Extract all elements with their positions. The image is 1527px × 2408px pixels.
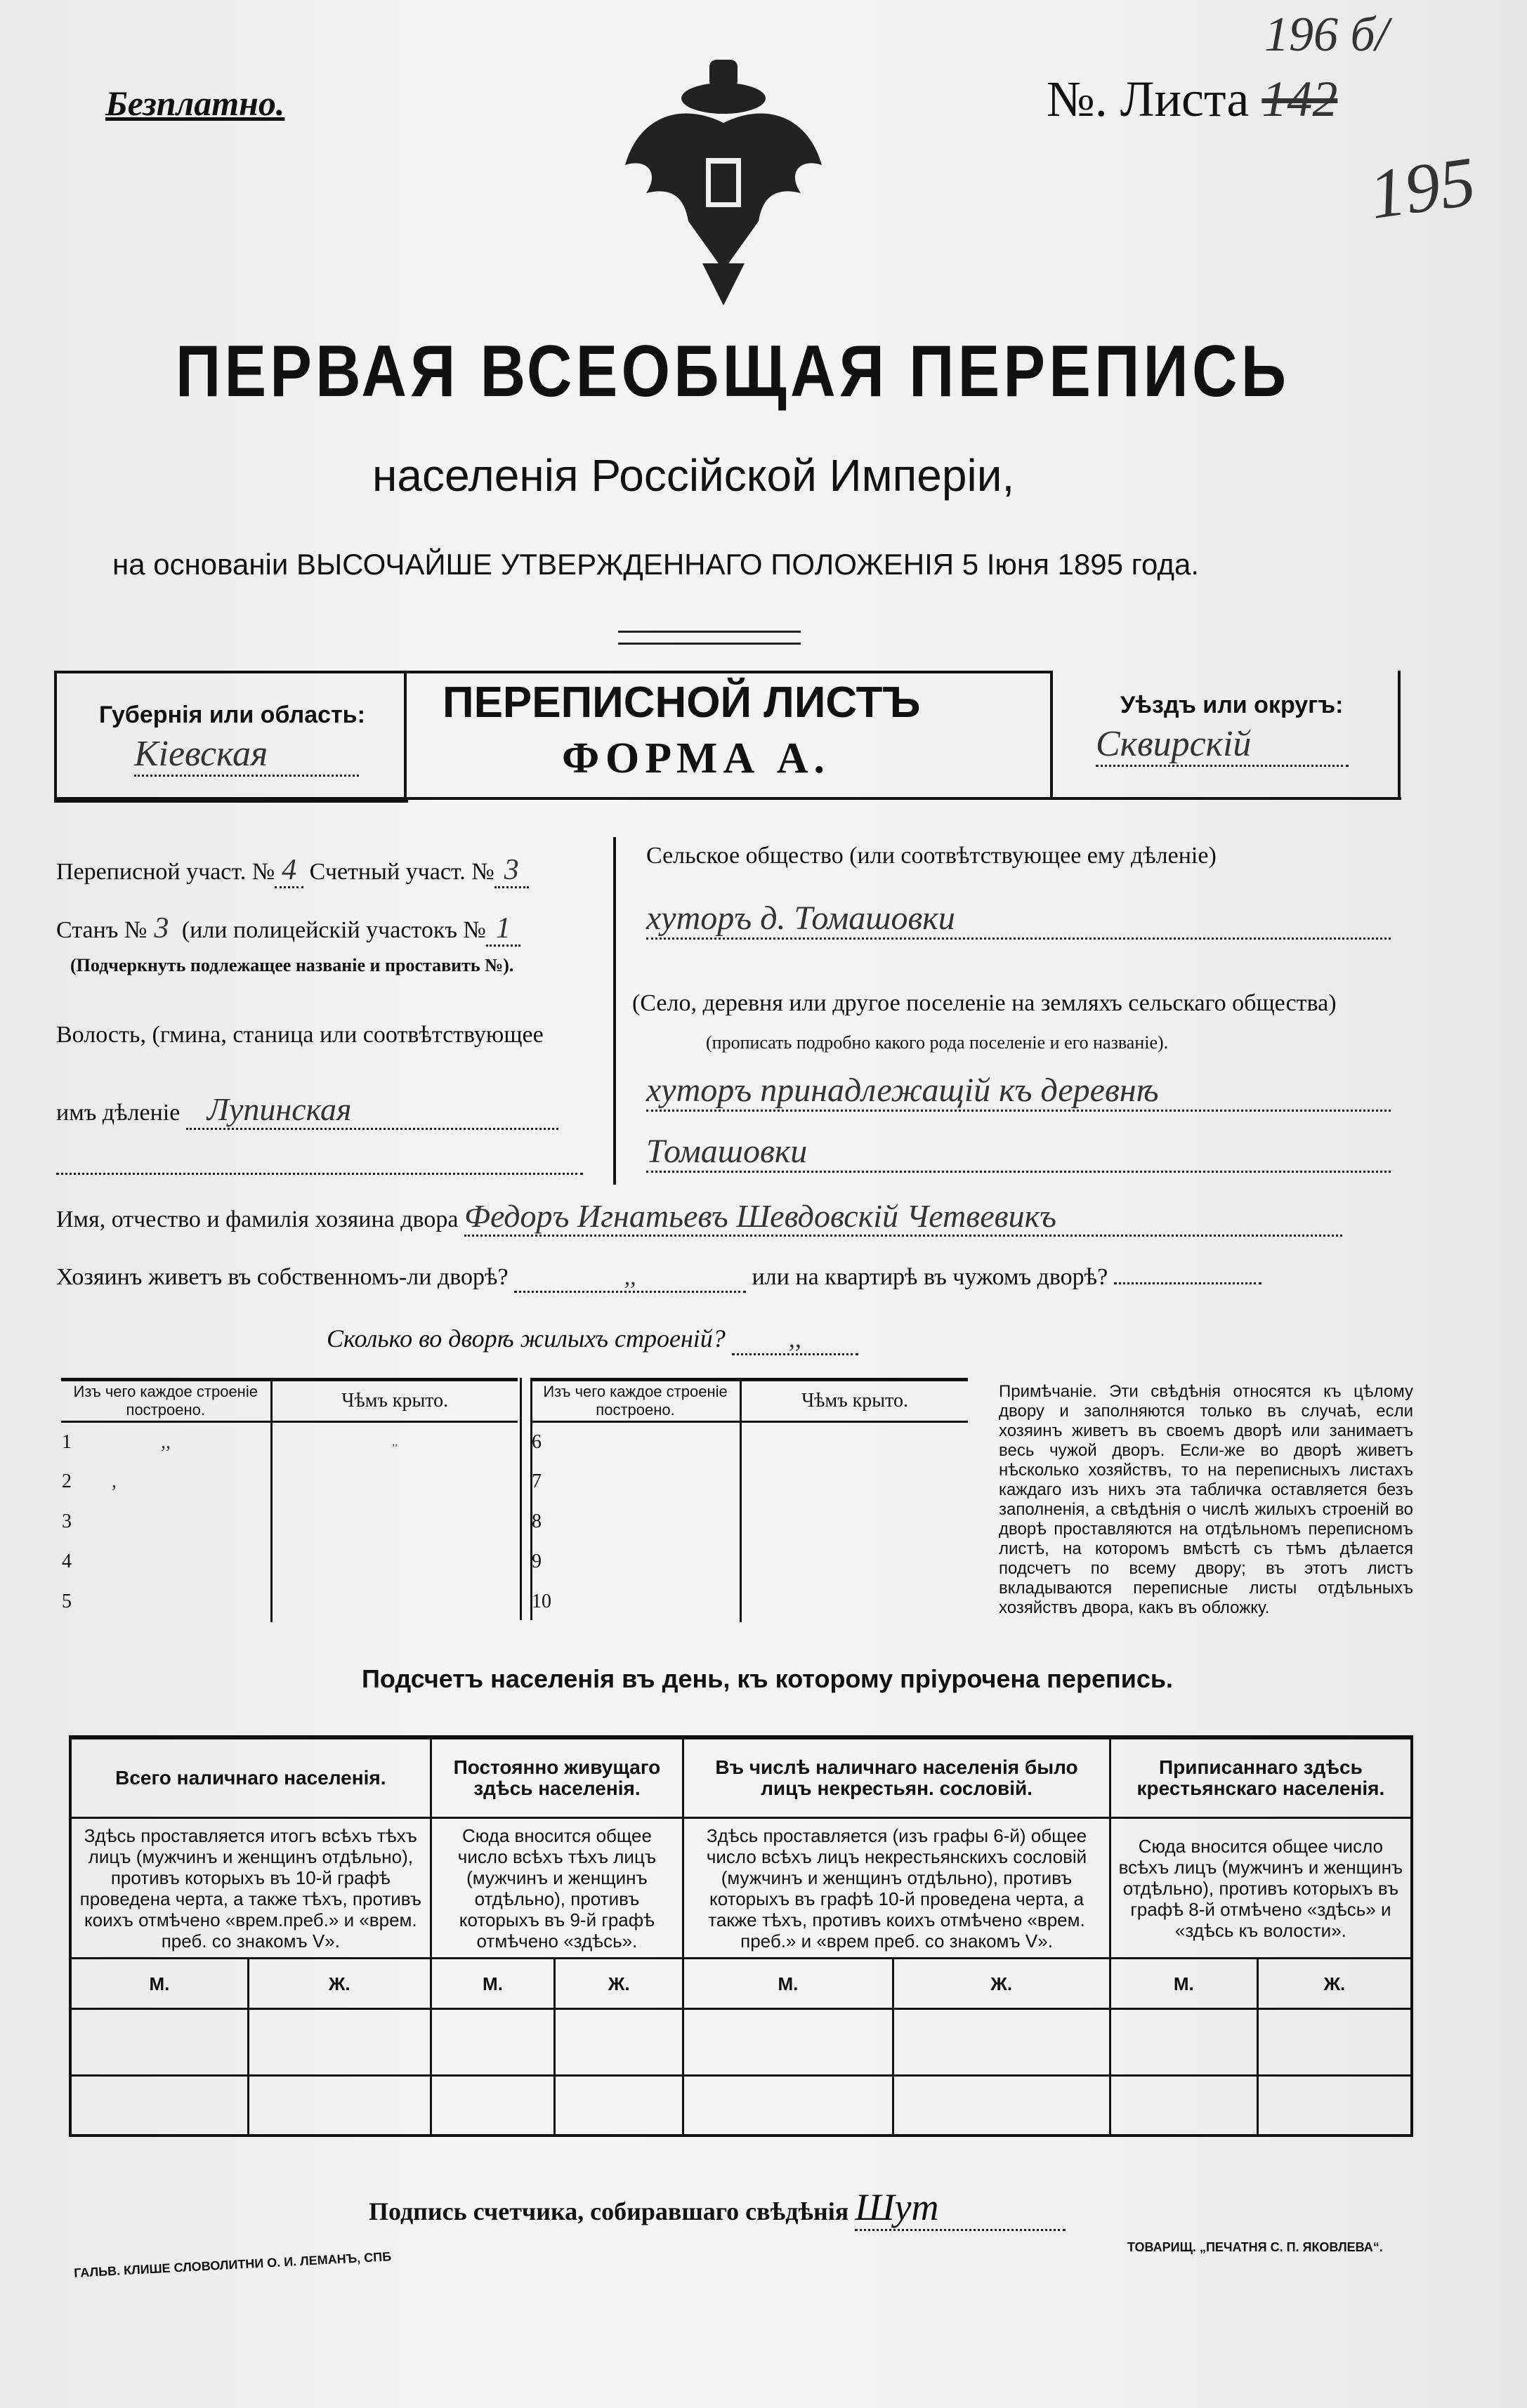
- owner-name-label: Имя, отчество и фамилія хозяина двора: [56, 1206, 459, 1232]
- col-desc-permanent: Сюда вносится общее число всѣхъ тѣхъ лицъ (мужчинъ и женщинъ отдѣльно), противъ которыхъ въ 9-й графѣ отмѣчено «здѣсь».: [431, 1818, 683, 1959]
- stan-row: [56, 912, 520, 945]
- row-number: 5: [61, 1582, 271, 1622]
- count-area-label: Счетный участ. №: [309, 859, 494, 885]
- col-built: Изъ чего каждое строеніе построено.: [531, 1380, 741, 1422]
- fields-divider: [613, 837, 616, 1185]
- own-yard-value: ,,: [514, 1264, 746, 1293]
- cell: [431, 2009, 555, 2076]
- village-note: (прописать подробно какого рода поселеніе и его названіе).: [706, 1032, 1169, 1053]
- row-number: 9: [531, 1542, 741, 1582]
- police-label: (или полицейскій участокъ №: [181, 917, 486, 943]
- buildings-label: Сколько во дворѣ жилыхъ строеній?: [327, 1324, 726, 1353]
- count-area-value: 3: [494, 854, 529, 888]
- col-roof: Чѣмъ крыто.: [271, 1380, 518, 1422]
- census-area-label: Переписной участ. №: [56, 859, 275, 885]
- volost-label: Волость, (гмина, станица или соотвѣтствующее: [56, 1022, 544, 1048]
- row1-built: ,,: [161, 1430, 171, 1453]
- row-roof: [271, 1542, 518, 1582]
- form-name: ФОРМА А.: [562, 735, 830, 782]
- col-title-non-peasant: Въ числѣ наличнаго населенія было лицъ некрестьян. сословій.: [683, 1737, 1110, 1818]
- col-roof: Чѣмъ крыто.: [741, 1380, 968, 1422]
- female-header: Ж.: [1257, 1959, 1412, 2009]
- cell: [893, 2076, 1110, 2136]
- female-header: Ж.: [248, 1959, 431, 2009]
- row-number: 4: [61, 1542, 271, 1582]
- owner-name-value: Федоръ Игнатьевъ Шевдовскій Четвевикъ: [464, 1197, 1342, 1237]
- society-label: Сельское общество (или соотвѣтствующее ему дѣленіе): [646, 843, 1217, 869]
- province-label: Губернія или область:: [99, 702, 365, 728]
- cell: [893, 2009, 1110, 2076]
- population-heading: Подсчетъ населенія въ день, къ которому пріурочена перепись.: [362, 1664, 1173, 1693]
- note-text: Примѣчаніе. Эти свѣдѣнія относятся къ цѣлому двору и заполняются только въ случаѣ, если хозяинъ живетъ въ своемъ дворѣ или занимаетъ весь чужой дворъ. Если-же во дворѣ живетъ нѣсколько хозяйствъ, то на переписныхъ листахъ каждаго изъ нихъ эта табличка оставляется безъ заполненія, а свѣдѣнія о числѣ жилыхъ строеній во дворѣ проставляются на отдѣльномъ переписномъ листѣ, на которомъ вмѣстѣ съ тѣмъ дѣлается подсчетъ по всему двору; въ этотъ листъ вкладываются переписные листы отдѣльныхъ хозяйствъ двора, какъ въ обложку.: [999, 1382, 1413, 1617]
- frame-left-divider: [404, 671, 407, 800]
- col-desc-registered: Сюда вносится общее число всѣхъ лицъ (мужчинъ и женщинъ отдѣльно), противъ которыхъ въ графѣ 8-й отмѣчено «здѣсь» и «здѣсь къ волости».: [1110, 1818, 1412, 1959]
- row-number-text: 1: [62, 1430, 72, 1453]
- population-table: [69, 1735, 1413, 2137]
- row-number: 7: [531, 1462, 741, 1502]
- frame-right-divider: [1050, 671, 1053, 800]
- row-roof: [741, 1462, 968, 1502]
- society-value: хуторъ д. Томашовки: [646, 899, 1391, 940]
- frame-top-mid: [407, 671, 1050, 673]
- handwritten-number-side: 195: [1365, 142, 1480, 234]
- volost-extra-line: [56, 1173, 583, 1175]
- male-header: М.: [431, 1959, 555, 2009]
- col-desc-non-peasant: Здѣсь проставляется (изъ графы 6-й) общее число всѣхъ лицъ некрестьянскихъ сословій (мужчинъ и женщинъ отдѣльно), противъ которыхъ въ графѣ 10-й проведена черта, а также тѣхъ, противъ коихъ отмѣчено «врем. преб.» и «врем преб. со знакомъ V».: [683, 1818, 1110, 1959]
- row-number: 8: [531, 1502, 741, 1542]
- buildings-table-left: [61, 1378, 518, 1622]
- col-desc-total: Здѣсь проставляется итогъ всѣхъ тѣхъ лицъ (мужчинъ и женщинъ отдѣльно), противъ которыхъ въ 10-й графѣ проведена черта, а также тѣхъ, противъ коихъ отмѣчено «врем.преб.» и «врем. преб. со знакомъ V».: [70, 1818, 431, 1959]
- cell: [1257, 2076, 1412, 2136]
- buildings-value: ,,: [732, 1324, 858, 1355]
- volost-row: [56, 1091, 583, 1130]
- hand-top-number: 196: [1264, 8, 1338, 62]
- row-number: 6: [531, 1422, 741, 1462]
- imperial-eagle-crest: [618, 60, 829, 305]
- cell: [555, 2076, 683, 2136]
- police-value: 1: [486, 912, 520, 947]
- frame-right-edge: [1398, 671, 1401, 800]
- owner-name-row: [56, 1197, 1342, 1237]
- rented-value: [1114, 1282, 1261, 1284]
- handwritten-number-top: [1264, 7, 1389, 63]
- cell: [248, 2076, 431, 2136]
- col-title-permanent: Постоянно живущаго здѣсь населенія.: [431, 1737, 683, 1818]
- village-value: хуторъ принадлежащій къ деревнѣ: [646, 1071, 1391, 1112]
- village-value-2: Томашовки: [646, 1132, 1391, 1173]
- volost-label-2: имъ дѣленіе: [56, 1100, 181, 1126]
- signature-label: Подпись счетчика, собиравшаго свѣдѣнія: [369, 2197, 849, 2225]
- sheet-label: №. Листа: [1047, 71, 1250, 127]
- cell: [431, 2076, 555, 2136]
- row2-built: ,: [112, 1471, 117, 1492]
- male-header: М.: [1110, 1959, 1257, 2009]
- document-subtitle: населенія Россійской Имперіи,: [372, 450, 1015, 501]
- cell: [70, 2009, 248, 2076]
- col-built: Изъ чего каждое строеніе построено.: [61, 1380, 271, 1422]
- row-number: [61, 1422, 271, 1462]
- row-number: 10: [531, 1582, 741, 1622]
- province-value: Кіевская: [134, 733, 359, 777]
- sheet-title: ПЕРЕПИСНОЙ ЛИСТЪ: [443, 678, 921, 727]
- cell: [70, 2076, 248, 2136]
- female-header: Ж.: [555, 1959, 683, 2009]
- signature-row: [369, 2185, 1066, 2231]
- cell: [1110, 2009, 1257, 2076]
- col-title-registered: Приписаннаго здѣсь крестьянскаго населенія.: [1110, 1737, 1412, 1818]
- cell: [683, 2076, 893, 2136]
- own-yard-label: Хозяинъ живетъ въ собственномъ-ли дворѣ?: [56, 1264, 509, 1290]
- cell: [683, 2009, 893, 2076]
- row-number: [61, 1462, 271, 1502]
- document-title-text: ПЕРВАЯ ВСЕОБЩАЯ ПЕРЕПИСЬ: [176, 331, 1290, 412]
- sheet-number-label: [1047, 70, 1337, 129]
- ornament-divider: [618, 631, 801, 645]
- village-label: (Село, деревня или другое поселеніе на земляхъ сельскаго общества): [632, 990, 1337, 1016]
- stan-label: Станъ №: [56, 917, 148, 943]
- census-area-value: 4: [275, 854, 303, 888]
- printer-left: ГАЛЬВ. КЛИШЕ СЛОВОЛИТНИ О. И. ЛЕМАНЪ, СПБ: [73, 2249, 392, 2280]
- volost-value: Лупинская: [186, 1091, 558, 1130]
- underline-note: (Подчеркнуть подлежащее названіе и проставить №).: [70, 955, 514, 975]
- row-roof: [741, 1422, 968, 1462]
- hand-top-suffix: б/: [1350, 8, 1389, 62]
- printer-right: ТОВАРИЩ. „ПЕЧАТНЯ С. П. ЯКОВЛЕВА“.: [1127, 2240, 1383, 2254]
- row-roof: [741, 1502, 968, 1542]
- male-header: М.: [70, 1959, 248, 2009]
- district-label: Уѣздъ или округъ:: [1120, 692, 1344, 718]
- row-number-text: 2: [62, 1471, 72, 1492]
- district-value: Сквирскій: [1096, 723, 1349, 767]
- buildings-row: [327, 1324, 858, 1355]
- rented-label: или на квартирѣ въ чужомъ дворѣ?: [752, 1264, 1108, 1290]
- cell: [1110, 2076, 1257, 2136]
- legal-basis: на основаніи ВЫСОЧАЙШЕ УТВЕРЖДЕННАГО ПОЛОЖЕНІЯ 5 Іюня 1895 года.: [112, 548, 1200, 581]
- sheet-number-struck: 142: [1261, 71, 1338, 127]
- row-roof: [271, 1462, 518, 1502]
- row-roof: [271, 1582, 518, 1622]
- row-roof: [741, 1582, 968, 1622]
- free-label: Безплатно.: [105, 84, 285, 123]
- row-number: 3: [61, 1502, 271, 1542]
- cell: [555, 2009, 683, 2076]
- signature-value: Шут: [855, 2185, 1066, 2231]
- female-header: Ж.: [893, 1959, 1110, 2009]
- buildings-table-right: [531, 1378, 968, 1622]
- row-roof: [741, 1542, 968, 1582]
- own-yard-row: [56, 1264, 1261, 1293]
- cell: [248, 2009, 431, 2076]
- col-title-total: Всего наличнаго населенія.: [70, 1737, 431, 1818]
- row-roof: [271, 1502, 518, 1542]
- stan-value: 3: [154, 912, 169, 945]
- row1-roof: ,,: [392, 1435, 398, 1448]
- cell: [1257, 2009, 1412, 2076]
- census-area-row: [56, 853, 529, 887]
- document-title: [176, 330, 1471, 414]
- male-header: М.: [683, 1959, 893, 2009]
